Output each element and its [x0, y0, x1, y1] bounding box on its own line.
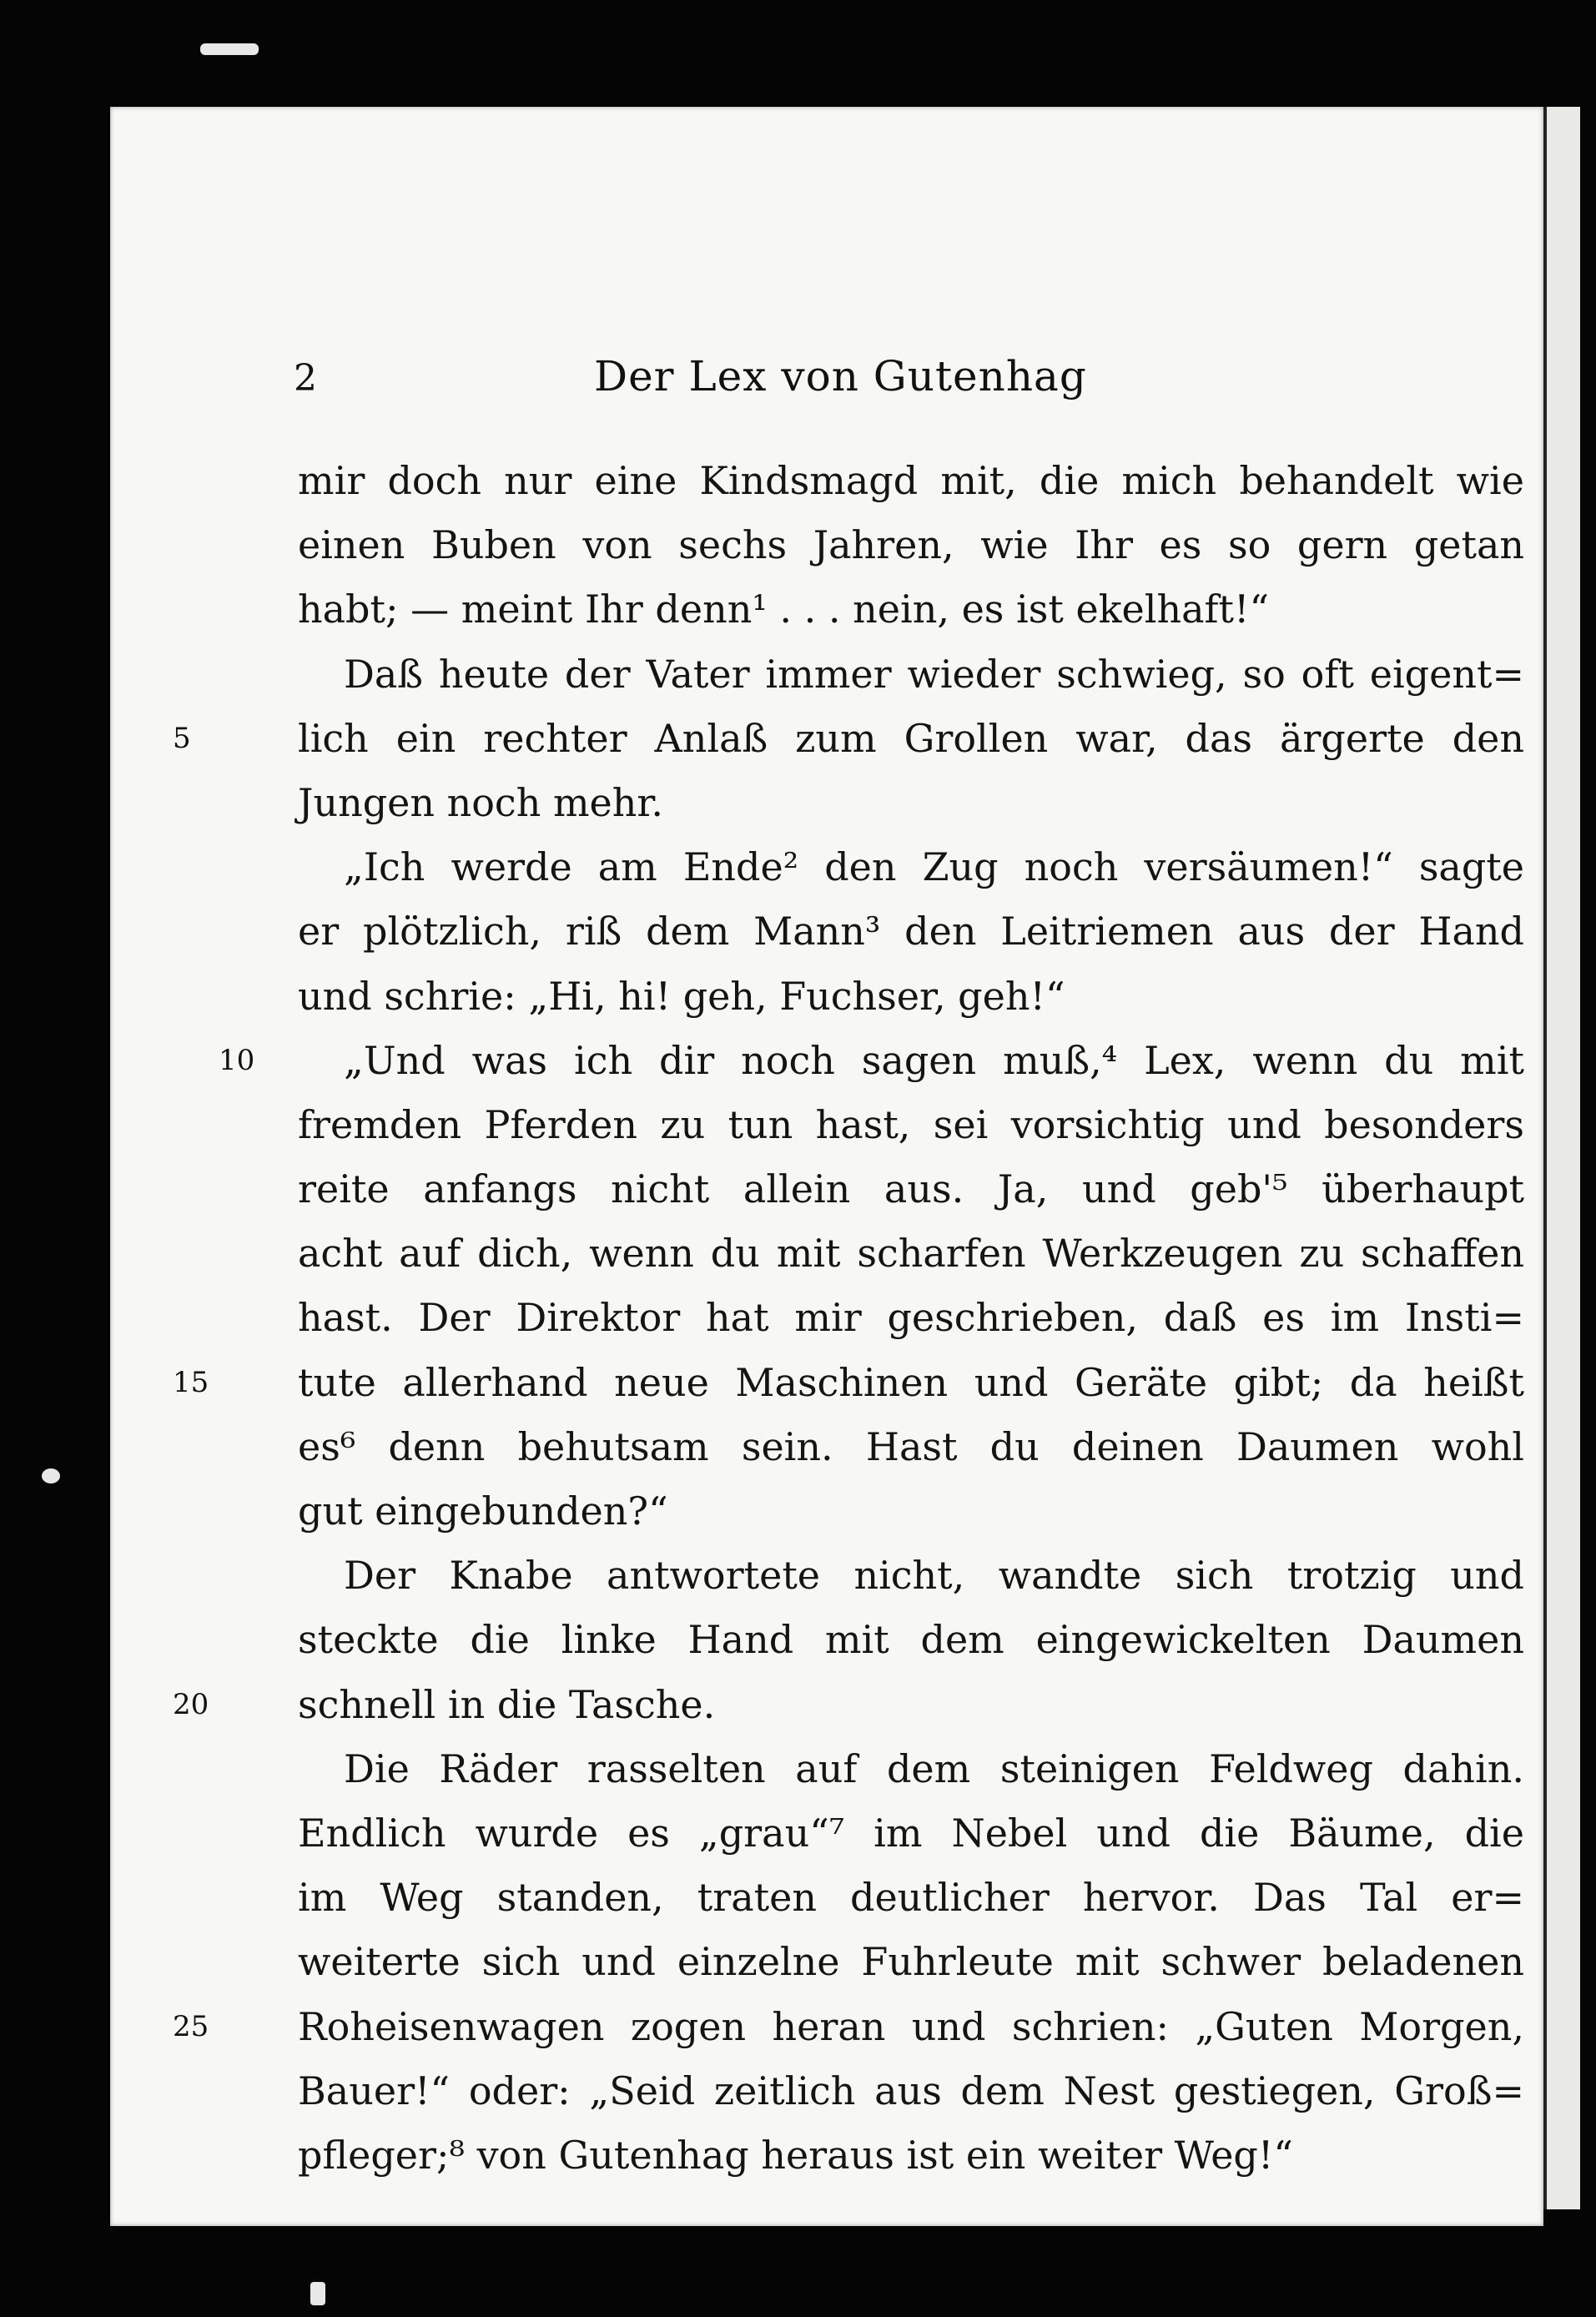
text-line: [298, 449, 1524, 513]
text-line: [173, 1673, 1524, 1737]
line-number: 5: [173, 721, 191, 755]
line-text: pfleger;⁸ von Gutenhag heraus ist ein weiter Weg!“: [298, 2132, 1293, 2178]
text-line: [298, 771, 1524, 835]
line-text: habt; — meint Ihr denn¹ . . . nein, es ist ekelhaft!“: [298, 587, 1270, 632]
text-line: [173, 1351, 1524, 1415]
line-text: steckte die linke Hand mit dem eingewickelten Daumen: [298, 1617, 1524, 1663]
dust-speck: [42, 1468, 60, 1483]
line-text: er plötzlich, riß dem Mann³ den Leitriemen aus der Hand: [298, 909, 1524, 955]
line-text: reite anfangs nicht allein aus. Ja, und geb'⁵ überhaupt: [298, 1166, 1524, 1212]
running-title: Der Lex von Gutenhag: [594, 352, 1087, 400]
text-line: [298, 1930, 1524, 1994]
line-text: hast. Der Direktor hat mir geschrieben, daß es im Insti=: [298, 1295, 1524, 1341]
text-line: [298, 1093, 1524, 1157]
text-line: [298, 835, 1524, 899]
line-text: und schrie: „Hi, hi! geh, Fuchser, geh!“: [298, 973, 1065, 1019]
line-text: es⁶ denn behutsam sein. Hast du deinen Daumen wohl: [298, 1423, 1524, 1469]
text-line: [298, 2059, 1524, 2123]
text-line: [298, 1479, 1524, 1544]
line-text: tute allerhand neue Maschinen und Geräte gibt; da heißt: [298, 1359, 1524, 1405]
line-text: Endlich wurde es „grau“⁷ im Nebel und die Bäume, die: [298, 1810, 1524, 1856]
line-number: 10: [219, 1043, 255, 1077]
adjacent-page-edge: [1543, 107, 1580, 2209]
line-text: Daß heute der Vater immer wieder schwieg, so oft eigent=: [344, 651, 1524, 697]
text-line: [298, 577, 1524, 642]
line-text: weiterte sich und einzelne Fuhrleute mit schwer beladenen: [298, 1939, 1524, 1985]
line-text: gut eingebunden?“: [298, 1488, 668, 1534]
text-line: [298, 2123, 1524, 2188]
text-line: [298, 1608, 1524, 1672]
text-line: [173, 707, 1524, 771]
text-line: [298, 1415, 1524, 1479]
text-line: [219, 1029, 1524, 1093]
text-line: [298, 1737, 1524, 1801]
text-line: [298, 1157, 1524, 1221]
line-text: einen Buben von sechs Jahren, wie Ihr es so gern getan: [298, 522, 1524, 568]
text-line: [298, 1221, 1524, 1286]
text-line: [298, 965, 1524, 1029]
line-text: „Und was ich dir noch sagen muß,⁴ Lex, wenn du mit: [344, 1037, 1524, 1083]
page-header: [110, 352, 1543, 424]
line-text: Der Knabe antwortete nicht, wandte sich trotzig und: [344, 1553, 1524, 1599]
line-text: fremden Pferden zu tun hast, sei vorsichtig und besonders: [298, 1101, 1524, 1147]
text-line: [298, 1286, 1524, 1350]
text-line: [298, 1544, 1524, 1608]
line-text: „Ich werde am Ende² den Zug noch versäumen!“ sagte: [344, 844, 1524, 890]
line-text: Jungen noch mehr.: [298, 779, 663, 825]
line-text: Roheisenwagen zogen heran und schrien: „Guten Morgen,: [298, 2003, 1524, 2049]
page-number: 2: [294, 357, 317, 400]
line-number: 15: [173, 1365, 209, 1399]
line-text: mir doch nur eine Kindsmagd mit, die mich behandelt wie: [298, 458, 1524, 503]
dust-speck: [200, 43, 259, 55]
line-text: lich ein rechter Anlaß zum Grollen war, das ärgerte den: [298, 715, 1524, 761]
text-line: [298, 1866, 1524, 1930]
text-line: [298, 1801, 1524, 1866]
line-text: acht auf dich, wenn du mit scharfen Werkzeugen zu schaffen: [298, 1231, 1524, 1277]
text-line: [173, 1995, 1524, 2059]
book-page: [110, 107, 1543, 2226]
line-text: Bauer!“ oder: „Seid zeitlich aus dem Nest gestiegen, Groß=: [298, 2068, 1524, 2113]
line-text: Die Räder rasselten auf dem steinigen Feldweg dahin.: [344, 1745, 1524, 1791]
text-line: [298, 642, 1524, 707]
line-text: schnell in die Tasche.: [298, 1681, 716, 1727]
line-text: im Weg standen, traten deutlicher hervor. Das Tal er=: [298, 1875, 1524, 1921]
text-line: [298, 899, 1524, 964]
body-text: [173, 449, 1524, 2188]
line-number: 20: [173, 1687, 209, 1721]
text-line: [298, 513, 1524, 577]
line-number: 25: [173, 2009, 209, 2043]
dust-speck: [310, 2282, 325, 2305]
